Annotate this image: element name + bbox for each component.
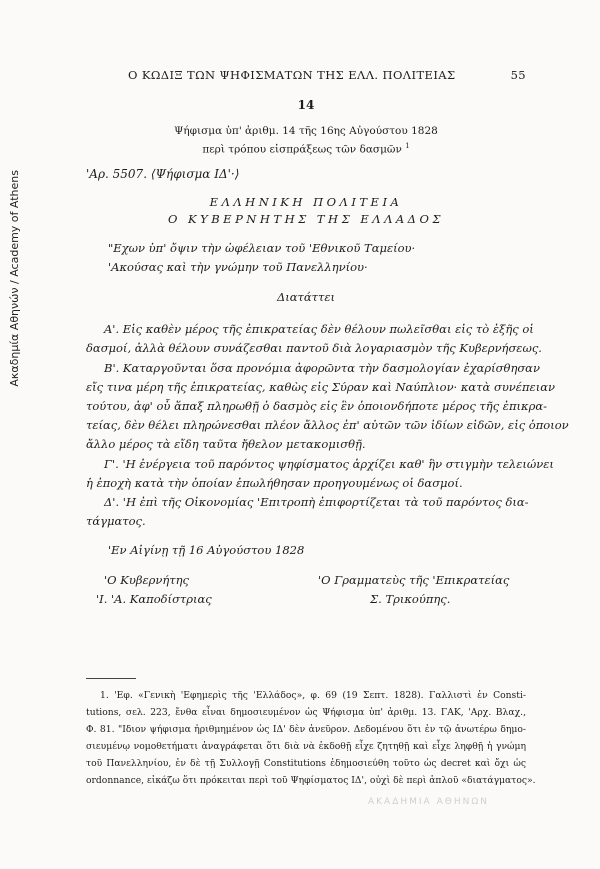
- footnote-marker: 1: [405, 142, 410, 150]
- watermark-text: ΑΚΑΔΗΜΙΑ ΑΘΗΝΩΝ: [368, 797, 489, 807]
- footnote-rule: [86, 678, 136, 679]
- article-b-line-5: ἄλλο μέρος τὰ εἴδη ταῦτα ἤθελον μετακομισθῇ.: [86, 437, 366, 451]
- subtitle-line-2-text: περὶ τρόπου εἰσπράξεως τῶν δασμῶν: [202, 143, 402, 156]
- article-a-line-1: Α'. Εἰς καθὲν μέρος τῆς ἐπικρατείας δὲν θέλουν πωλεῖσθαι εἰς τὸ ἑξῆς οἱ: [104, 322, 534, 336]
- article-c-line-1: Γ'. 'Η ἐνέργεια τοῦ παρόντος ψηφίσματος ἀρχίζει καθ' ἣν στιγμὴν τελειώνει: [104, 457, 554, 471]
- decree-word: Διατάττει: [276, 290, 336, 304]
- article-b-line-3: τούτου, ἀφ' οὗ ἅπαξ πληρωθῇ ὁ δασμὸς εἰς ἓν ὁποιονδήποτε μέρος τῆς ἐπικρα-: [86, 399, 547, 413]
- running-head-title: Ο ΚΩΔΙΞ ΤΩΝ ΨΗΦΙΣΜΑΤΩΝ ΤΗΣ ΕΛΛ. ΠΟΛΙΤΕΙΑΣ: [128, 68, 456, 82]
- footnote-line-6: ordonnance, εἰκάζω ὅτι πρόκειται περὶ τοῦ Ψηφίσματος ΙΔ', οὐχὶ δὲ περὶ ἁπλοῦ «διατάγματος».: [86, 775, 536, 786]
- subtitle-line-1: Ψήφισμα ὑπ' ἀριθμ. 14 τῆς 16ης Αὐγούστου 1828: [174, 125, 438, 137]
- subtitle-line-2: [86, 139, 526, 158]
- page-number: 55: [510, 68, 526, 82]
- article-b-line-1: Β'. Καταργοῦνται ὅσα προνόμια ἀφορῶντα τὴν δασμολογίαν ἐχαρίσθησαν: [104, 361, 540, 375]
- preamble-line-2: 'Ακούσας καὶ τὴν γνώμην τοῦ Πανελληνίου·: [108, 260, 368, 274]
- article-b-line-2: εἴς τινα μέρη τῆς ἐπικρατείας, καθὼς εἰς Σύραν καὶ Ναύπλιον· κατὰ συνέπειαν: [86, 380, 555, 394]
- footnote-line-1: 1. 'Εφ. «Γενικὴ 'Εφημερὶς τῆς 'Ελλάδος», φ. 69 (19 Σεπτ. 1828). Γαλλιστὶ ἐν Consti-: [100, 690, 526, 701]
- heading-state: ΕΛΛΗΝΙΚΗ ΠΟΛΙΤΕΙΑ: [209, 195, 403, 209]
- article-d-line-1: Δ'. 'Η ἐπὶ τῆς Οἰκονομίας 'Επιτροπὴ ἐπιφορτίζεται τὰ τοῦ παρόντος δια-: [104, 495, 529, 509]
- article-d-line-2: τάγματος.: [86, 514, 146, 528]
- dateline: 'Εν Αἰγίνῃ τῇ 16 Αὐγούστου 1828: [108, 543, 305, 557]
- footnote-line-5: τοῦ Πανελληνίου, ἐν δὲ τῇ Συλλογῇ Constitutions ἐδημοσιεύθη τοῦτο ὡς decret καὶ ὄχι ὡς: [86, 758, 526, 769]
- reference-line: 'Αρ. 5507. ⟨Ψήφισμα ΙΔ'·⟩: [86, 167, 240, 181]
- article-a-line-2: δασμοί, ἀλλὰ θέλουν συνάζεσθαι παντοῦ διὰ λογαριασμὸν τῆς Κυβερνήσεως.: [86, 341, 542, 355]
- article-b-line-4: τείας, δὲν θέλει πληρώνεσθαι πλέον ἄλλος ἐπ' αὐτῶν τῶν ἰδίων εἰδῶν, εἰς ὁποιον: [86, 418, 569, 432]
- footnote-line-4: σιευμένῳ νομοθετήματι ἀναγράφεται ὅτι διὰ νὰ ἐκδοθῇ εἶχε ζητηθῇ καὶ εἶχε ληφθῇ ἡ γνώμη: [86, 741, 526, 752]
- article-c-line-2: ἡ ἐποχὴ κατὰ τὴν ὁποίαν ἐπωλήθησαν προηγουμένως οἱ δασμοί.: [86, 476, 463, 490]
- archive-stamp: Ακαδημία Αθηνών / Academy of Athens: [8, 170, 21, 387]
- signature-left-title: 'Ο Κυβερνήτης: [104, 573, 189, 587]
- signature-right-title: 'Ο Γραμματεὺς τῆς 'Επικρατείας: [318, 573, 510, 587]
- document-number: 14: [297, 98, 315, 112]
- heading-governor: Ο ΚΥΒΕΡΝΗΤΗΣ ΤΗΣ ΕΛΛΑΔΟΣ: [167, 212, 445, 226]
- preamble-line-1: "Εχων ὑπ' ὄψιν τὴν ὠφέλειαν τοῦ 'Εθνικοῦ Ταμείου·: [108, 241, 416, 255]
- signature-left-name: 'Ι. 'Α. Καποδίστριας: [96, 592, 212, 606]
- footnote-line-3: Φ. 81. "Ιδιον ψήφισμα ἠριθμημένον ὡς ΙΔ' δὲν ἀνεῦρον. Δεδομένου ὅτι ἐν τῷ ἀνωτέρω δημο-: [86, 724, 526, 735]
- signature-right-name: Σ. Τρικούπης.: [370, 592, 451, 606]
- footnote-line-2: tutions, σελ. 223, ἔνθα εἶναι δημοσιευμένον ὡς Ψήφισμα ὑπ' ἀριθμ. 13. ΓΑΚ, 'Αρχ. Βλαχ.,: [86, 707, 526, 718]
- document-subtitle: [86, 124, 526, 158]
